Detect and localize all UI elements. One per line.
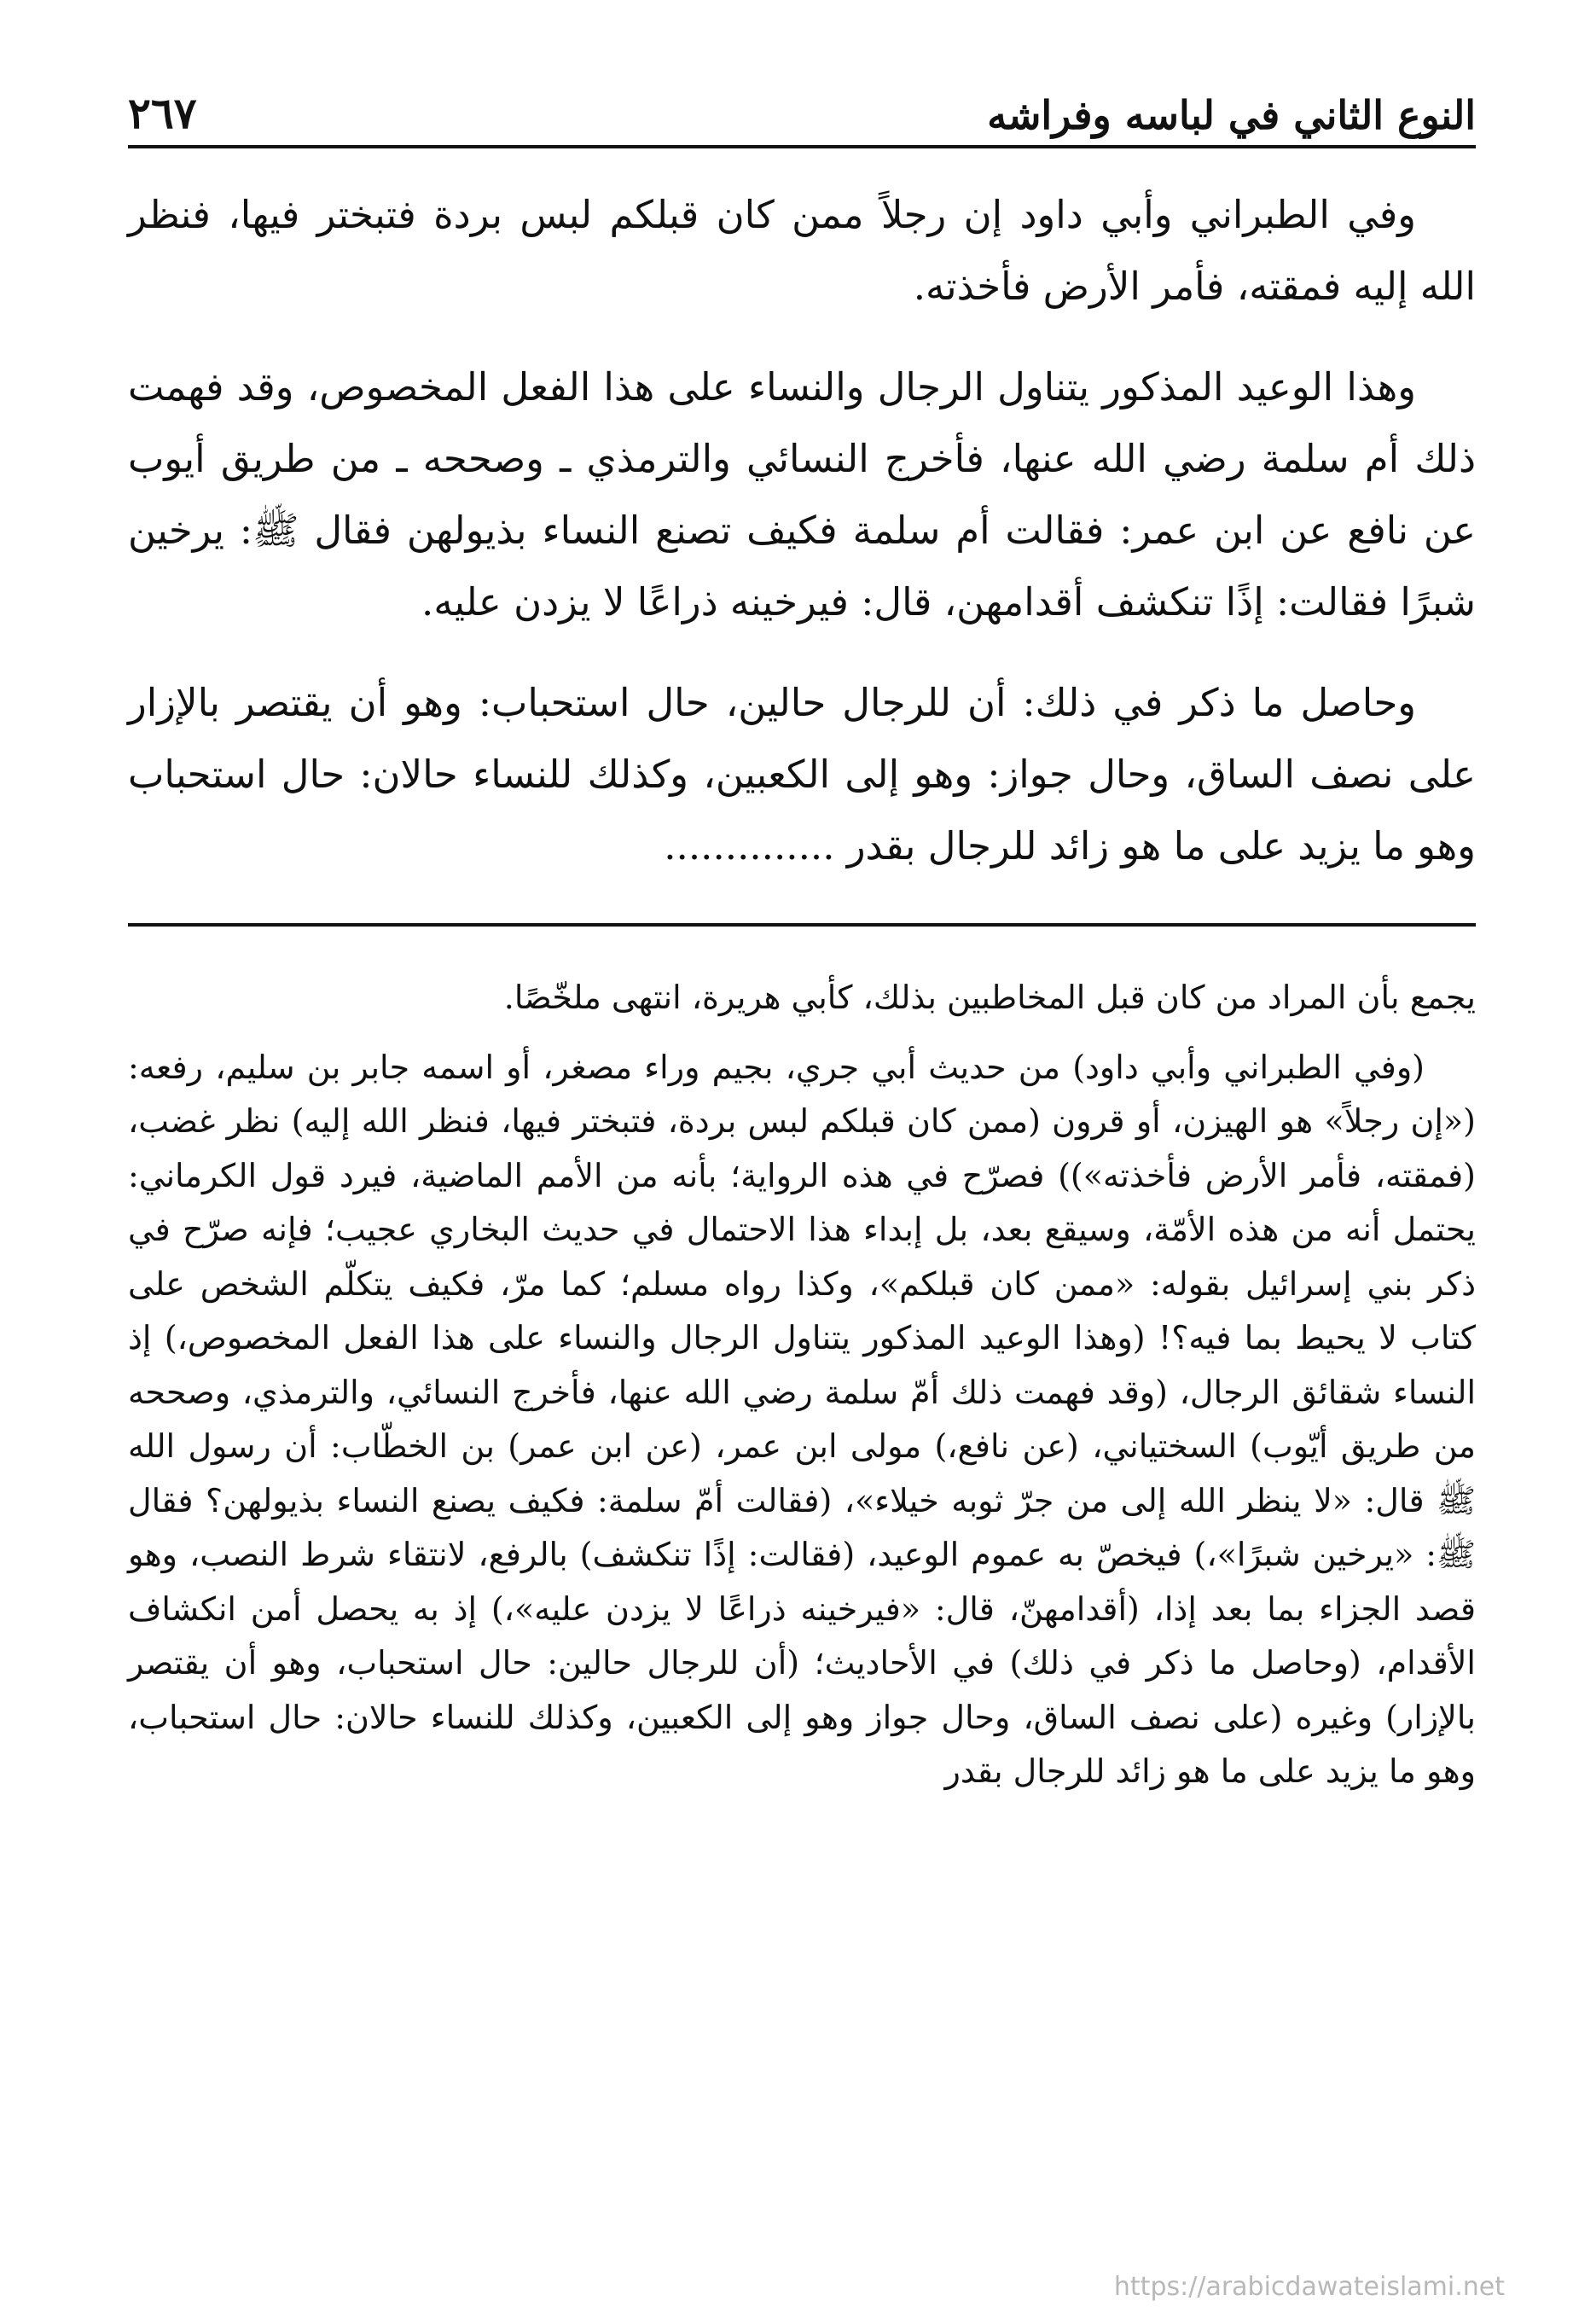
main-text [128,179,1476,882]
main-paragraph: وفي الطبراني وأبي داود إن رجلاً ممن كان قبلكم لبس بردة فتبختر فيها، فنظر الله إليه فمقته، فأمر الأرض فأخذته. [128,192,1476,309]
page-number: ٢٦٧ [128,88,197,138]
commentary-paragraph: يجمع بأن المراد من كان قبل المخاطبين بذلك، كأبي هريرة، انتهى ملخّصًا. [503,979,1476,1016]
main-paragraph: وهذا الوعيد المذكور يتناول الرجال والنساء على هذا الفعل المخصوص، وقد فهمت ذلك أم سلمة رضي الله عنها، فأخرج النسائي والترمذي ـ وصححه ـ من طريق أيوب عن نافع عن ابن عمر: فقالت أم سلمة فكيف تصنع النساء بذيولهن فقال ﷺ: يرخين شبرًا فقالت: إذًا تنكشف أقدامهن، قال: فيرخينه ذراعًا لا يزدن عليه. [128,364,1476,625]
book-page [128,68,1476,2286]
commentary-divider [128,923,1476,927]
main-paragraph: وحاصل ما ذكر في ذلك: أن للرجال حالين، حال استحباب: وهو أن يقتصر بالإزار على نصف الساق، وحال جواز: وهو إلى الكعبين، وكذلك للنساء حالان: حال استحباب وهو ما يزيد على ما هو زائد للرجال بقدر .............. [128,680,1476,869]
running-title: النوع الثاني في لباسه وفراشه [987,92,1476,138]
commentary-text [128,971,1476,1799]
commentary-paragraph: (وفي الطبراني وأبي داود) من حديث أبي جري، بجيم وراء مصغر، أو اسمه جابر بن سليم، رفعه: («إن رجلاً» هو الهيزن، أو قرون (ممن كان قبلكم لبس بردة، فتبختر فيها، فنظر الله إليه) نظر غضب، (فمقته، فأمر الأرض فأخذته»)) فصرّح في هذه الرواية؛ بأنه من الأمم الماضية، فيرد قول الكرماني: يحتمل أنه من هذه الأمّة، وسيقع بعد، بل إبداء هذا الاحتمال في حديث البخاري عجيب؛ فإنه صرّح في ذكر بني إسرائيل بقوله: «ممن كان قبلكم»، وكذا رواه مسلم؛ كما مرّ، فكيف يتكلّم الشخص على كتاب لا يحيط بما فيه؟! (وهذا الوعيد المذكور يتناول الرجال والنساء على هذا الفعل المخصوص،) إذ النساء شقائق الرجال، (وقد فهمت ذلك أمّ سلمة رضي الله عنها، فأخرج النسائي، والترمذي، وصححه من طريق أيّوب) السختياني، (عن نافع،) مولى ابن عمر، (عن ابن عمر) بن الخطّاب: أن رسول الله ﷺ قال: «لا ينظر الله إلى من جرّ ثوبه خيلاء»، (فقالت أمّ سلمة: فكيف يصنع النساء بذيولهن؟ فقال ﷺ: «يرخين شبرًا»،) فيخصّ به عموم الوعيد، (فقالت: إذًا تنكشف) بالرفع، لانتقاء شرط النصب، وهو قصد الجزاء بما بعد إذا، (أقدامهنّ، قال: «فيرخينه ذراعًا لا يزدن عليه»،) إذ به يحصل أمن انكشاف الأقدام، (وحاصل ما ذكر في ذلك) في الأحاديث؛ (أن للرجال حالين: حال استحباب، وهو أن يقتصر بالإزار) وغيره (على نصف الساق، وحال جواز وهو إلى الكعبين، وكذلك للنساء حالان: حال استحباب، وهو ما يزيد على ما هو زائد للرجال بقدر [128,1048,1476,1790]
source-watermark: https://arabicdawateislami.net [1113,2272,1505,2302]
page-header [128,68,1476,148]
